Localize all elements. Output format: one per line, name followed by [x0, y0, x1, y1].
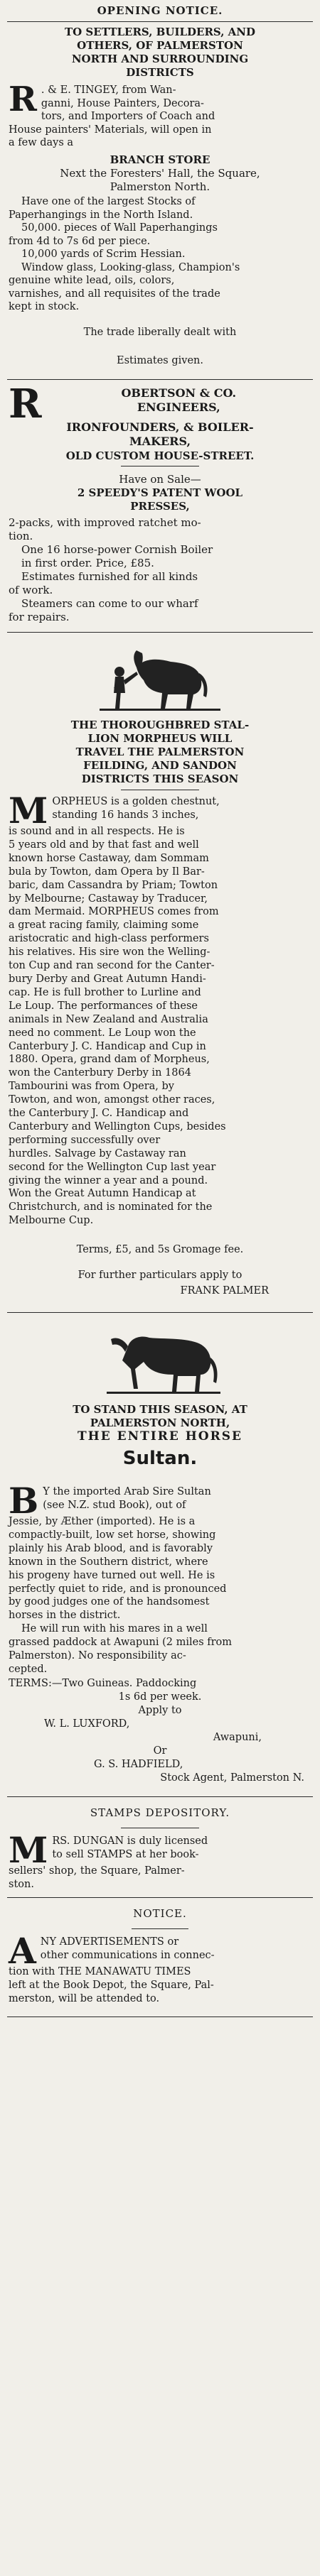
morpheus-owner: FRANK PALMER: [180, 1285, 269, 1297]
trade-line: The trade liberally dealt with: [83, 327, 237, 338]
morpheus-body: M ORPHEUS is a golden chestnut, standing 16 hands 3 inches, is sound and in all respects. He is 5 years old and by that fast and well known horse Castaway, dam Sommam bula by Towton, dam Opera by Il Bar- baric, dam Cassandra by Priam; Towton by Melbourne; Castaway by Traducer, dam Mermaid. MORPHEUS comes from a great racing family, claiming some aristocratic and high-class performers his relatives. His sire won the Welling- ton Cup and ran second for the Canter- bury Derby and Great Autumn Handi- cap. He is full brother to Lurline and Le Loup. The performances of these animals in New Zealand and Australia need no comment. Le Loup won the Canterbury J. C. Handicap and Cup in 1880. Opera, grand dam of Morpheus, won the Canterbury Derby in 1864 Tambourini was from Opera, by Towton, and won, amongst other races, the Canterbury J. C. Handicap and Canterbury and Wellington Cups, besides performing successfully over hurdles. Salvage by Castaway ran second for the Wellington Cup last year giving the winner a year and a pound. Won the Great Autumn Handicap at Christchurch, and is nominated for the Melbourne Cup.: [9, 790, 226, 1227]
tingey-intro: R . & E. TINGEY, from Wan- ganni, House Painters, Decora- tors, and Importers of Coach and House painters' Materials, will open in a few days a: [9, 80, 215, 148]
short-divider: [132, 1928, 188, 1929]
horse-illustration: [107, 1318, 220, 1396]
robertson-sale: Have on Sale— 2 SPEEDY'S PATENT WOOL PRESSES,: [77, 473, 243, 513]
sultan-body: B Y the imported Arab Sire Sultan (see N.Z. stud Book), out of Jessie, by Æther (imported). He is a compactly-built, low set horse, showing plainly his Arab blood, and is favorably known in the Southern district, where his progeny have turned out well. He is perfectly quiet to ride, and is pronounced by good judges one of the handsomest horses in the district. He will run with his mares in a well grassed paddock at Awapuni (2 miles from Palmerston). No responsibility ac- cepted.: [9, 1480, 233, 1675]
divider: [7, 2016, 313, 2017]
divider: [7, 1312, 313, 1313]
notice-title: NOTICE.: [133, 1907, 187, 1920]
morpheus-terms: Terms, £5, and 5s Gromage fee.: [76, 1244, 244, 1255]
notice-body: A NY ADVERTISEMENTS or other communications in connec- tion with THE MANAWATU TIMES left at the Book Depot, the Square, Pal- merston, will be attended to.: [9, 1930, 215, 2004]
dropcap-b: B: [9, 1480, 39, 1522]
dropcap-m: M: [9, 1829, 48, 1871]
opening-notice-ad: [9, 4, 311, 17]
dropcap-r: R: [9, 80, 37, 119]
sultan-heading: TO STAND THIS SEASON, AT PALMERSTON NORTH, THE ENTIRE HORSE Sultan.: [9, 1403, 311, 1470]
divider: [7, 632, 313, 633]
divider: [7, 21, 313, 22]
robertson-ad: R OBERTSON & CO. ENGINEERS, IRONFOUNDERS, & BOILER- MAKERS, OLD CUSTOM HOUSE-STREET.: [9, 381, 255, 462]
dropcap-a: A: [9, 1930, 36, 1972]
divider: [7, 1897, 313, 1898]
stamps-title: STAMPS DEPOSITORY.: [90, 1806, 230, 1819]
opening-heading: TO SETTLERS, BUILDERS, AND OTHERS, OF PALMERSTON NORTH AND SURROUNDING DISTRICTS: [64, 26, 256, 79]
sultan-name: Sultan.: [122, 1448, 198, 1469]
dropcap-m: M: [9, 790, 48, 831]
morpheus-contact: For further particulars apply to: [78, 1270, 242, 1281]
branch-store: BRANCH STORE Next the Foresters' Hall, the Square, Palmerston North.: [60, 153, 260, 193]
tingey-stock: Have one of the largest Stocks of Paperhangings in the North Island. 50,000. pieces of Wall Paperhangings from 4d to 7s 6d per piece. 10,000 yards of Scrim Hessian. Window glass, Looking-glass, Champion's genuine white lead, oils, colors, varnishes, and all requisites of the trade kept in stock.: [9, 196, 240, 312]
stamps-body: M RS. DUNGAN is duly licensed to sell STAMPS at her book- sellers' shop, the Square, Palmer- ston.: [9, 1829, 208, 1890]
morpheus-heading: THE THOROUGHBRED STAL- LION MORPHEUS WILL TRAVEL THE PALMERSTON FEILDING, AND SANDON DISTRICTS THIS SEASON: [70, 719, 250, 785]
divider: [7, 379, 313, 380]
opening-notice-title: OPENING NOTICE.: [97, 4, 223, 17]
dropcap-r: R: [9, 381, 42, 427]
robertson-body: 2-packs, with improved ratchet mo- tion. One 16 horse-power Cornish Boiler in first order. Price, £85. Estimates furnished for all kinds of work. Steamers can come to our wharf for repairs.: [9, 516, 213, 623]
sultan-terms: TERMS:—Two Guineas. Paddocking 1s 6d per week. Apply to W. L. LUXFORD, Awapuni, Or G. S. HADFIELD, Stock Agent, Palmerston N.: [9, 1678, 304, 1784]
horse-and-groom-illustration: [100, 638, 220, 712]
divider: [7, 1796, 313, 1797]
estimates-line: Estimates given.: [117, 355, 203, 366]
